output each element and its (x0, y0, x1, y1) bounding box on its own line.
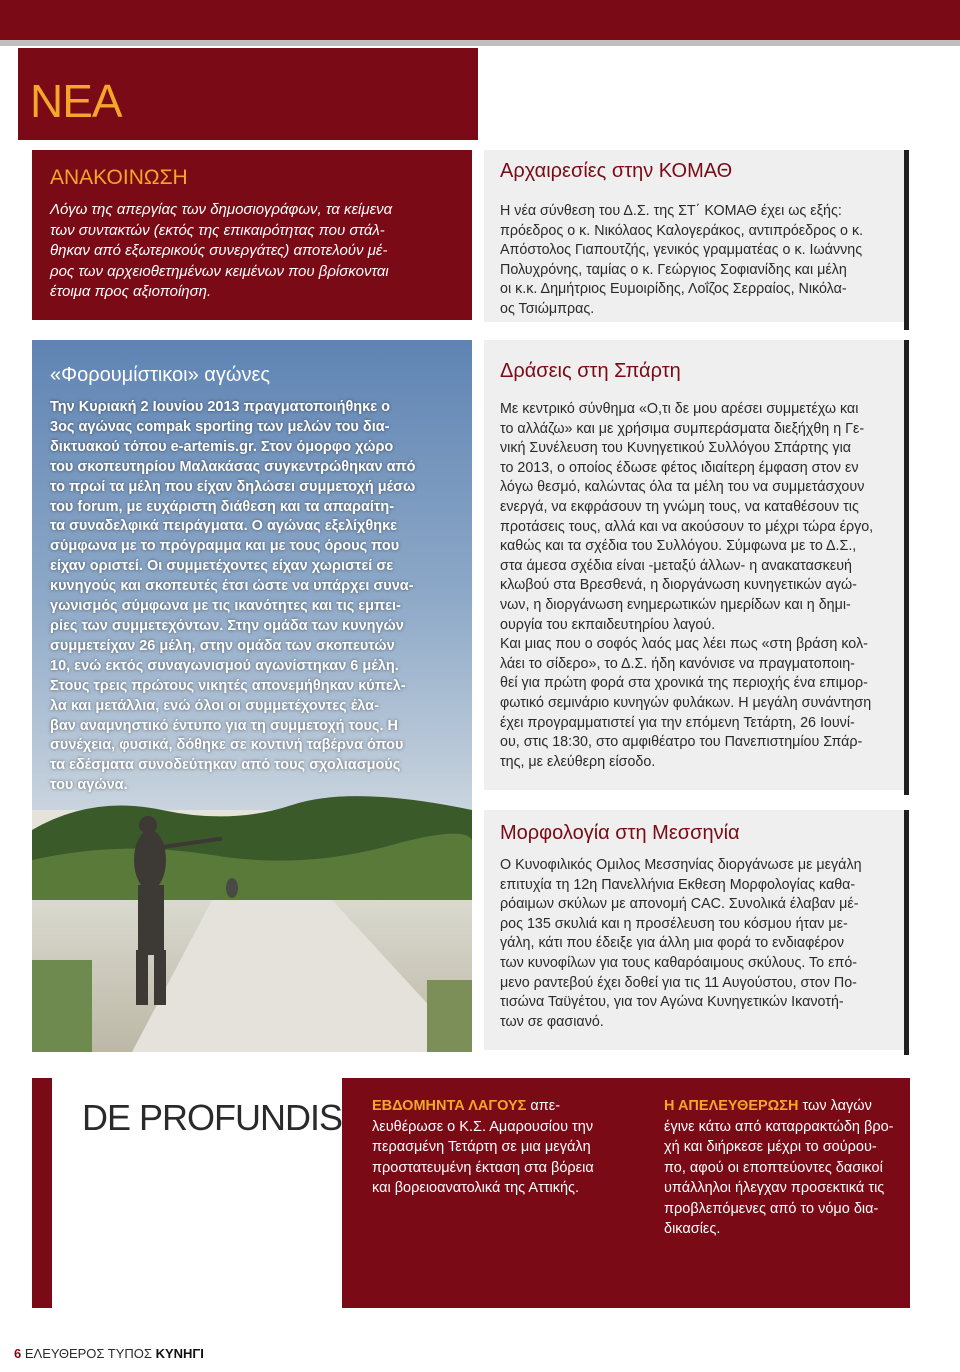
komath-text: Η νέα σύνθεση του Δ.Σ. της ΣΤ΄ ΚΟΜΑΘ έχει ως εξής: πρόεδρος ο κ. Νικόλαος Καλογεράκος, αντιπρόεδρος ο κ. Απόστολος Γιαπουτζής, γενικός γραμματέας ο κ. Ιωάννης Πολυχρόνης, ταμίας ο κ. Γεώργιος Σοφιανίδης και μέλη οι κ.κ. Δημήτριος Ευμοιρίδης, Λοΐζος Σερραίος, Νικόλα- ος Τσιώμπρας. (500, 203, 864, 317)
brand-logo: ΚΥΝΗΓΙ (155, 1346, 204, 1361)
magazine-name: ΕΛΕΥΘΕΡΟΣ ΤΥΠΟΣ (24, 1346, 152, 1361)
section-title: ΝΕΑ (30, 75, 122, 127)
komath-box-border (904, 150, 909, 330)
forum-article-title: «Φορουμίστικοι» αγώνες (50, 364, 271, 386)
page-number: 6 (14, 1346, 22, 1361)
messinia-box-border (904, 810, 909, 1055)
top-banner-bar (0, 0, 960, 40)
top-divider (0, 40, 960, 46)
announcement-text: Λόγω της απεργίας των δημοσιογράφων, τα κείμενα των συντακτών (εκτός της επικαιρότητας που στάλ- θηκαν από εξωτερικούς συνεργάτες) αποτελούν μέ- ρος των αρχειοθετημένων κειμένων που βρίσκονται έτοιμα προς αξιοποίηση. (50, 201, 393, 300)
column-1-head: ΕΒΔΟΜΗΝΤΑ ΛΑΓΟΥΣ (372, 1098, 527, 1114)
de-profundis-title: DE PROFUNDIS (82, 1097, 343, 1138)
forum-article-text: Την Κυριακή 2 Ιουνίου 2013 πραγματοποιήθηκε ο 3ος αγώνας compak sporting των μελών του δια- δικτυακού τόπου e-artemis.gr. Στον όμορφο χώρο του σκοπευτηρίου Μαλακάσας συγκεντρώθηκαν από το πρωί τα μέλη που είχαν δηλώσει συμμετοχή μέσω του forum, με ευχάριστη διάθεση και τα απαραίτη- τα συναδελφικά πειράγματα. Ο αγώνας εξελίχθηκε σύμφωνα με το πρόγραμμα και με τους όρους που είχαν οριστεί. Οι συμμετέχοντες είχαν χωριστεί σε κυνηγούς και σκοπευτές έτσι ώστε να υπάρχει συνα- γωνισμός σύμφωνα με τις ικανότητες και τις εμπει- ρίες των συμμετεχόντων. Στην ομάδα των κυνηγών συμμετείχαν 26 μέλη, στην ομάδα των σκοπευτών 10, ενώ εκτός συναγωνισμού αγωνίστηκαν 6 μέλη. Στους τρεις πρώτους νικητές απονεμήθηκαν κύπελ- λα και μετάλλια, ενώ όλοι οι συμμετέχοντες έλα- βαν αναμνηστικό έντυπο για τη συμμετοχή τους. Η συνέχεια, φυσικά, δόθηκε σε κοντινή ταβέρνα όπου τα εδέσματα συνοδεύτηκαν από τους σχολιασμούς του αγώνα. (50, 399, 416, 794)
komath-title: Αρχαιρεσίες στην ΚΟΜΑΘ (500, 160, 733, 182)
de-profundis-column-2: Η ΑΠΕΛΕΥΘΕΡΩΣΗ των λαγών έγινε κάτω από καταρρακτώδη βρο- χή και διήρκεσε μέχρι το σούρου- πο, αφού οι εποπτεύοντες δασικοί υπάλληλοι ήλεγχαν προσεκτικά τις προβλεπόμενες από το νόμο δια- δικασίες. (664, 1098, 894, 1237)
messinia-title: Μορφολογία στη Μεσσηνία (500, 822, 740, 844)
de-profundis-column-1: ΕΒΔΟΜΗΝΤΑ ΛΑΓΟΥΣ απε- λευθέρωσε ο Κ.Σ. Αμαρουσίου την περασμένη Τετάρτη σε μια μεγάλη προστατευμένη έκταση στα βόρεια και βορειοανατολικά της Αττικής. (372, 1098, 594, 1196)
announcement-title: ΑΝΑΚΟΙΝΩΣΗ (50, 166, 188, 189)
page-footer (14, 1346, 204, 1361)
sparti-title: Δράσεις στη Σπάρτη (500, 360, 681, 382)
column-2-head: Η ΑΠΕΛΕΥΘΕΡΩΣΗ (664, 1098, 799, 1114)
sparti-text: Με κεντρικό σύνθημα «Ο,τι δε μου αρέσει συμμετέχω και το αλλάζω» και με χρήσιμα συμπεράσματα διεξήχθη η Γε- νική Συνέλευση του Κυνηγετικού Συλλόγου Σπάρτης για το 2013, ο οποίος έδωσε φέτος ιδιαίτερη έμφαση στον εν λόγω θεσμό, καλώντας όλα τα μέλη του να συμμετάσχουν ενεργά, να εκφράσουν τη γνώμη τους, να καταθέσουν τις προτάσεις τους, αλλά και να ακούσουν το μέχρι τώρα έργο, καθώς και τα σχέδια του Συλλόγου. Σύμφωνα με το Δ.Σ., στα άμεσα σχέδια είναι -μεταξύ άλλων- η ανακατασκευή κλωβού στα Βρεσθενά, η διοργάνωση κυνηγετικών αγώ- νων, η διοργάνωση ενημερωτικών ημερίδων και η δημι- ουργία του εκπαιδευτηρίου λαγού. Και μιας που ο σοφός λαός μας λέει πως «στη βράση κολ- λάει το σίδερο», το Δ.Σ. ήδη κανόνισε να πραγματοποιη- θεί για πρώτη φορά στα χρονικά της περιοχής ένα επιμορ- φωτικό σεμινάριο κυνηγών φυλάκων. Η μεγάλη συνάντηση έχει προγραμματιστεί για την επόμενη Τετάρτη, 26 Ιουνί- ου, στις 18:30, στο αμφιθέατρο του Πανεπιστημίου Σπάρ- της, με ελεύθερη είσοδο. (500, 401, 874, 770)
sparti-box-border (904, 340, 909, 795)
messinia-text: Ο Κυνοφιλικός Ομιλος Μεσσηνίας διοργάνωσε με μεγάλη επιτυχία τη 12η Πανελλήνια Εκθεση Μορφολογίας καθα- ρόαιμων σκύλων με απονομή CAC. Συνολικά έλαβαν μέ- ρος 135 σκυλιά και η προσέλευση του κόσμου ήταν με- γάλη, κάτι που έδειξε για άλλη μια φορά το ενδιαφέρον των κυνοφίλων για τους καθαρόαιμους σκύλους. Το επό- μενο ραντεβού έχει δοθεί για τις 11 Αυγούστου, στον Πο- τισώνα Ταϋγέτου, για τον Αγώνα Κυνηγετικών Ικανοτή- των σε φασιανό. (500, 857, 862, 1030)
